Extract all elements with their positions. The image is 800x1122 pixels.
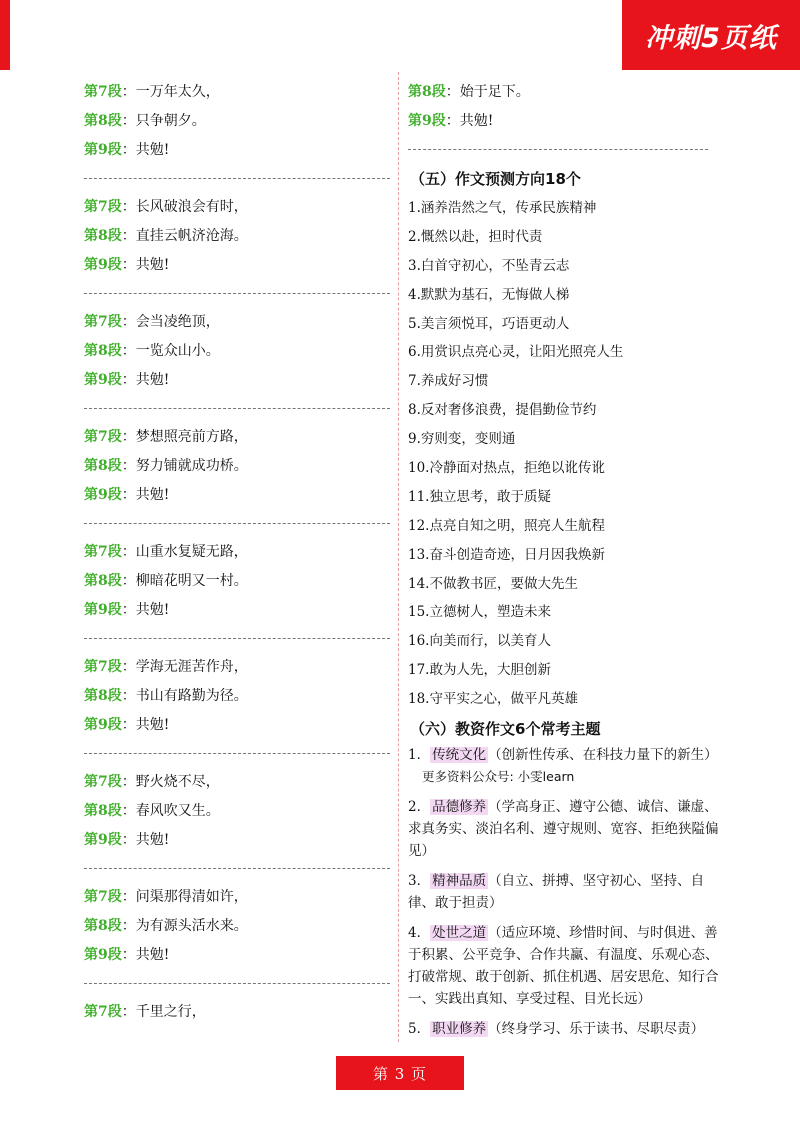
paragraph-line	[84, 107, 390, 136]
topic-item: 16.向美而行，以美育人	[408, 633, 551, 650]
theme-item	[408, 796, 726, 862]
label-separator: ：	[121, 199, 136, 215]
paragraph-label: 第8段	[84, 688, 122, 704]
paragraph-label: 第8段	[84, 573, 122, 589]
paragraph-line	[84, 567, 390, 596]
paragraph-group	[84, 538, 390, 625]
topic-item: 1.涵养浩然之气，传承民族精神	[408, 200, 597, 216]
label-separator: ：	[121, 343, 136, 359]
theme-description: （创新性传承、在科技力量下的新生）	[488, 747, 718, 764]
paragraph-label: 第8段	[408, 84, 446, 100]
label-separator: ：	[121, 458, 136, 474]
theme-item	[408, 744, 726, 788]
label-separator: ：	[121, 947, 136, 963]
right-column	[408, 78, 726, 1048]
label-separator: ：	[121, 688, 136, 704]
paragraph-label: 第9段	[84, 372, 122, 388]
paragraph-label: 第9段	[84, 717, 122, 733]
paragraph-line	[84, 941, 390, 970]
label-separator: ：	[121, 774, 136, 790]
paragraph-line	[84, 366, 390, 395]
paragraph-line	[84, 193, 390, 222]
paragraph-line	[84, 222, 390, 251]
paragraph-group	[84, 308, 390, 395]
theme-number: 4．	[408, 925, 431, 942]
paragraph-line	[84, 826, 390, 855]
paragraph-text: 只争朝夕。	[135, 113, 206, 129]
section-6-title: （六）教资作文6个常考主题	[410, 720, 601, 739]
paragraph-line	[408, 78, 726, 107]
label-separator: ：	[121, 84, 136, 100]
label-separator: ：	[121, 257, 136, 273]
paragraph-group	[84, 998, 390, 1027]
dashed-separator	[84, 510, 390, 538]
paragraph-text: 野火烧不尽，	[135, 774, 220, 790]
dashed-separator	[84, 970, 390, 998]
paragraph-text: 共勉!	[135, 832, 170, 848]
label-separator: ：	[121, 659, 136, 675]
paragraph-text: 共勉!	[135, 142, 170, 158]
paragraph-group	[84, 423, 390, 510]
topic-item: 9.穷则变，变则通	[408, 431, 516, 448]
topic-item: 11.独立思考，敢于质疑	[408, 488, 551, 505]
paragraph-label: 第9段	[84, 257, 122, 273]
label-separator: ：	[121, 228, 136, 244]
paragraph-label: 第7段	[84, 199, 122, 215]
theme-description: （学高身正、遵守公德、诚信、谦虚、求真务实、淡泊名利、遵守规则、宽容、拒绝狭隘偏见）	[408, 799, 719, 860]
label-separator: ：	[121, 602, 136, 618]
paragraph-label: 第8段	[84, 458, 122, 474]
paragraph-label: 第9段	[84, 487, 122, 503]
theme-item	[408, 870, 726, 914]
paragraph-text: 会当凌绝顶，	[135, 314, 220, 330]
paragraph-label: 第8段	[84, 803, 122, 819]
paragraph-label: 第7段	[84, 429, 122, 445]
label-separator: ：	[121, 889, 136, 905]
dashed-separator	[84, 740, 390, 768]
topic-item: 14.不做教书匠，要做大先生	[408, 575, 578, 592]
topic-item: 8.反对奢侈浪费，提倡勤俭节约	[408, 402, 597, 419]
header-badge: 冲刺5页纸	[622, 0, 800, 70]
paragraph-label: 第9段	[84, 832, 122, 848]
label-separator: ：	[121, 1004, 136, 1020]
paragraph-text: 书山有路勤为径。	[135, 688, 248, 704]
dashed-separator	[84, 165, 390, 193]
theme-number: 2．	[408, 799, 431, 816]
label-separator: ：	[445, 113, 460, 129]
theme-description: （自立、拼搏、坚守初心、坚持、自律、敢于担责）	[408, 873, 705, 912]
column-divider	[398, 72, 399, 1042]
paragraph-text: 始于足下。	[459, 84, 530, 100]
theme-keyword: 传统文化	[432, 747, 487, 764]
paragraph-text: 共勉!	[135, 947, 170, 963]
paragraph-text: 共勉!	[135, 717, 170, 733]
paragraph-line	[84, 308, 390, 337]
label-separator: ：	[121, 918, 136, 934]
label-separator: ：	[121, 832, 136, 848]
topic-item: 2.慨然以赴，担时代责	[408, 228, 543, 245]
paragraph-line	[84, 912, 390, 941]
paragraph-group	[84, 653, 390, 740]
label-separator: ：	[121, 573, 136, 589]
label-separator: ：	[121, 544, 136, 560]
dashed-separator	[84, 395, 390, 423]
topic-item: 13.奋斗创造奇迹，日月因我焕新	[408, 546, 605, 563]
promo-note: 更多资料公众号: 小雯learn	[422, 769, 575, 785]
paragraph-text: 为有源头活水来。	[135, 918, 248, 934]
label-separator: ：	[121, 429, 136, 445]
paragraph-text: 千里之行，	[135, 1004, 206, 1020]
paragraph-label: 第7段	[84, 659, 122, 675]
paragraph-label: 第8段	[84, 113, 122, 129]
dashed-separator	[84, 855, 390, 883]
paragraph-text: 共勉!	[135, 257, 170, 273]
paragraph-group	[84, 193, 390, 280]
theme-keyword: 精神品质	[432, 873, 487, 890]
label-separator: ：	[121, 113, 136, 129]
topic-item: 15.立德树人，塑造未来	[408, 604, 551, 621]
topic-item: 4.默默为基石，无悔做人梯	[408, 286, 570, 303]
page-number: 第 3 页	[336, 1056, 464, 1090]
paragraph-label: 第7段	[84, 774, 122, 790]
theme-keyword: 处世之道	[432, 925, 487, 942]
paragraph-text: 一万年太久，	[135, 84, 220, 100]
paragraph-line	[84, 768, 390, 797]
theme-number: 1．	[408, 747, 431, 764]
paragraph-text: 山重水复疑无路，	[135, 544, 248, 560]
topic-item: 5.美言须悦耳，巧语更动人	[408, 315, 570, 332]
paragraph-label: 第7段	[84, 314, 122, 330]
topic-list	[408, 194, 726, 714]
paragraph-line	[84, 998, 390, 1027]
paragraph-text: 努力铺就成功桥。	[135, 458, 248, 474]
paragraph-label: 第9段	[408, 113, 446, 129]
paragraph-text: 春风吹又生。	[135, 803, 220, 819]
paragraph-label: 第9段	[84, 602, 122, 618]
topic-item: 12.点亮自知之明，照亮人生航程	[408, 517, 605, 534]
topic-item: 3.白首守初心，不坠青云志	[408, 257, 570, 274]
topic-item: 7.养成好习惯	[408, 373, 489, 390]
paragraph-text: 柳暗花明又一村。	[135, 573, 248, 589]
paragraph-label: 第8段	[84, 228, 122, 244]
paragraph-text: 梦想照亮前方路，	[135, 429, 248, 445]
paragraph-label: 第9段	[84, 947, 122, 963]
dashed-separator	[408, 136, 726, 164]
paragraph-line	[84, 452, 390, 481]
topic-item: 6.用赏识点亮心灵，让阳光照亮人生	[408, 344, 624, 361]
paragraph-label: 第7段	[84, 1004, 122, 1020]
paragraph-text: 共勉!	[135, 487, 170, 503]
paragraph-label: 第7段	[84, 544, 122, 560]
paragraph-label: 第7段	[84, 84, 122, 100]
paragraph-label: 第8段	[84, 343, 122, 359]
paragraph-text: 学海无涯苦作舟，	[135, 659, 248, 675]
paragraph-text: 长风破浪会有时，	[135, 199, 248, 215]
topic-item: 18.守平实之心，做平凡英雄	[408, 691, 578, 708]
paragraph-line	[84, 682, 390, 711]
label-separator: ：	[121, 314, 136, 330]
paragraph-label: 第9段	[84, 142, 122, 158]
paragraph-line	[84, 596, 390, 625]
label-separator: ：	[445, 84, 460, 100]
paragraph-label: 第7段	[84, 889, 122, 905]
section-5-title: （五）作文预测方向18个	[410, 170, 581, 188]
theme-item	[408, 1018, 726, 1040]
paragraph-group	[84, 883, 390, 970]
theme-description: （适应环境、珍惜时间、与时俱进、善于积累、公平竞争、合作共赢、有温度、乐观心态、打破常规、敢于创新、抓住机遇、居安思危、知行合一、实践出真知、享受过程、目光长远）	[408, 925, 719, 1008]
paragraph-text: 共勉!	[459, 113, 494, 129]
theme-number: 3．	[408, 873, 431, 890]
dashed-separator	[84, 625, 390, 653]
label-separator: ：	[121, 803, 136, 819]
paragraph-line	[84, 423, 390, 452]
paragraph-text: 共勉!	[135, 372, 170, 388]
paragraph-line	[84, 481, 390, 510]
theme-number: 5．	[408, 1021, 431, 1038]
paragraph-line	[84, 653, 390, 682]
theme-item	[408, 922, 726, 1010]
label-separator: ：	[121, 717, 136, 733]
paragraph-line	[84, 136, 390, 165]
topic-item: 17.敢为人先，大胆创新	[408, 662, 551, 679]
corner-accent-bar	[0, 0, 10, 70]
theme-keyword: 职业修养	[432, 1021, 487, 1038]
paragraph-line	[84, 883, 390, 912]
theme-list	[408, 744, 726, 1040]
paragraph-text: 共勉!	[135, 602, 170, 618]
paragraph-text: 直挂云帆济沧海。	[135, 228, 248, 244]
label-separator: ：	[121, 142, 136, 158]
dashed-separator	[84, 280, 390, 308]
paragraph-line	[84, 711, 390, 740]
paragraph-line	[84, 78, 390, 107]
paragraph-label: 第8段	[84, 918, 122, 934]
topic-item: 10.冷静面对热点，拒绝以讹传讹	[408, 460, 605, 477]
label-separator: ：	[121, 487, 136, 503]
label-separator: ：	[121, 372, 136, 388]
paragraph-line	[84, 337, 390, 366]
paragraph-text: 一览众山小。	[135, 343, 220, 359]
continued-paragraphs	[408, 78, 726, 136]
theme-description: （终身学习、乐于读书、尽职尽责）	[488, 1021, 705, 1038]
paragraph-group	[84, 78, 390, 165]
paragraph-line	[84, 251, 390, 280]
paragraph-group	[84, 768, 390, 855]
paragraph-line	[408, 107, 726, 136]
paragraph-line	[84, 538, 390, 567]
paragraph-line	[84, 797, 390, 826]
paragraph-text: 问渠那得清如许，	[135, 889, 248, 905]
left-column	[84, 78, 390, 1027]
theme-keyword: 品德修养	[432, 799, 487, 816]
